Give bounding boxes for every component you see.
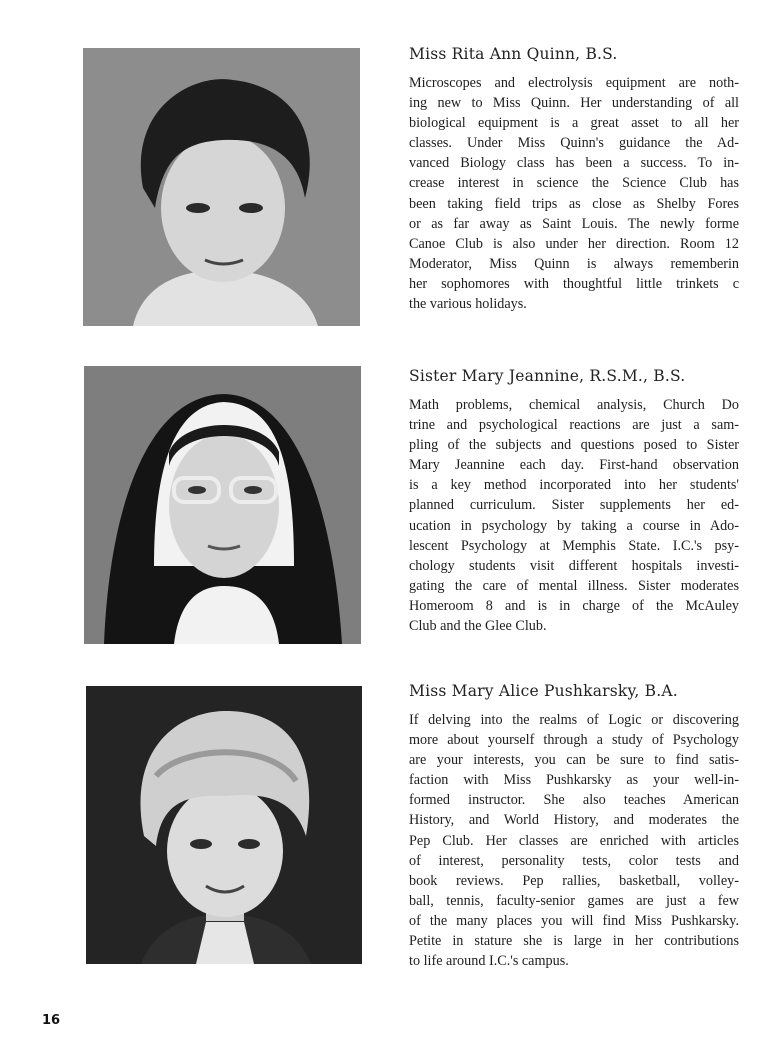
- bio-line: Mary Jeannine each day. First-hand observation: [409, 457, 739, 474]
- bio-line: more about yourself through a study of Psychology: [409, 732, 739, 749]
- portrait-photo-pushkarsky: [86, 686, 362, 964]
- bio-line: biological equipment is a great asset to all her: [409, 115, 739, 132]
- bio-line: Microscopes and electrolysis equipment are noth-: [409, 75, 739, 91]
- bio-line: Moderator, Miss Quinn is always rememberin: [409, 255, 739, 272]
- bio-line: Petite in stature she is large in her contributions: [409, 933, 739, 950]
- faculty-name: Miss Mary Alice Pushkarsky, B.A.: [409, 682, 678, 700]
- bio-line: of the many places you will find Miss Pushkarsky.: [409, 912, 739, 929]
- bio-line: gating the care of mental illness. Sister moderates: [409, 577, 739, 594]
- bio-line: ucation in psychology by taking a course in Ado-: [409, 517, 739, 534]
- faculty-name: Miss Rita Ann Quinn, B.S.: [409, 45, 618, 63]
- bio-line: chology students visit different hospitals investi-: [409, 557, 739, 574]
- bio-line: ball, tennis, faculty-senior games are just a few: [409, 892, 739, 909]
- bio-line: formed instructor. She also teaches American: [409, 792, 739, 809]
- faculty-entry-quinn: [409, 44, 739, 314]
- bio-line: to life around I.C.'s campus.: [409, 953, 569, 970]
- bio-line: or as far away as Saint Louis. The newly forme: [409, 215, 739, 232]
- faculty-name: Sister Mary Jeannine, R.S.M., B.S.: [409, 367, 686, 385]
- bio-line: her sophomores with thoughtful little trinkets c: [409, 275, 739, 292]
- bio-line: faction with Miss Pushkarsky as your well-in-: [409, 772, 739, 789]
- page-number: 16: [42, 1013, 61, 1028]
- portrait-photo-quinn: [83, 48, 360, 326]
- bio-line: of interest, personality tests, color tests and: [409, 852, 739, 869]
- portrait-photo-sister-jeannine: [84, 366, 361, 644]
- bio-line: History, and World History, and moderates the: [409, 812, 739, 829]
- bio-line: If delving into the realms of Logic or discovering: [409, 712, 739, 728]
- bio-line: crease interest in science the Science Club has: [409, 175, 739, 192]
- bio-line: Canoe Club is also under her direction. Room 12: [409, 235, 739, 252]
- bio-line: the various holidays.: [409, 296, 527, 313]
- bio-line: ing new to Miss Quinn. Her understanding of all: [409, 95, 739, 112]
- bio-line: Pep Club. Her classes are enriched with articles: [409, 832, 739, 849]
- bio-line: Math problems, chemical analysis, Church Do: [409, 397, 739, 413]
- bio-line: been taking field trips as close as Shelby Fores: [409, 195, 739, 212]
- bio-line: Club and the Glee Club.: [409, 618, 547, 635]
- bio-line: are your interests, you can be sure to find satis-: [409, 752, 739, 769]
- bio-line: classes. Under Miss Quinn's guidance the Ad-: [409, 135, 739, 152]
- bio-line: is a key method incorporated into her students': [409, 477, 739, 494]
- bio-line: pling of the subjects and questions posed to Sister: [409, 437, 739, 454]
- bio-line: Homeroom 8 and is in charge of the McAuley: [409, 597, 739, 614]
- bio-line: book reviews. Pep rallies, basketball, volley-: [409, 872, 739, 889]
- bio-line: trine and psychological reactions are just a sam-: [409, 417, 739, 434]
- faculty-entry-pushkarsky: [409, 681, 739, 971]
- faculty-entry-sister-jeannine: [409, 366, 739, 636]
- bio-line: vanced Biology class has been a success. To in-: [409, 155, 739, 172]
- bio-line: lescent Psychology at Memphis State. I.C.'s psy-: [409, 537, 739, 554]
- bio-line: planned curriculum. Sister supplements her ed-: [409, 497, 739, 514]
